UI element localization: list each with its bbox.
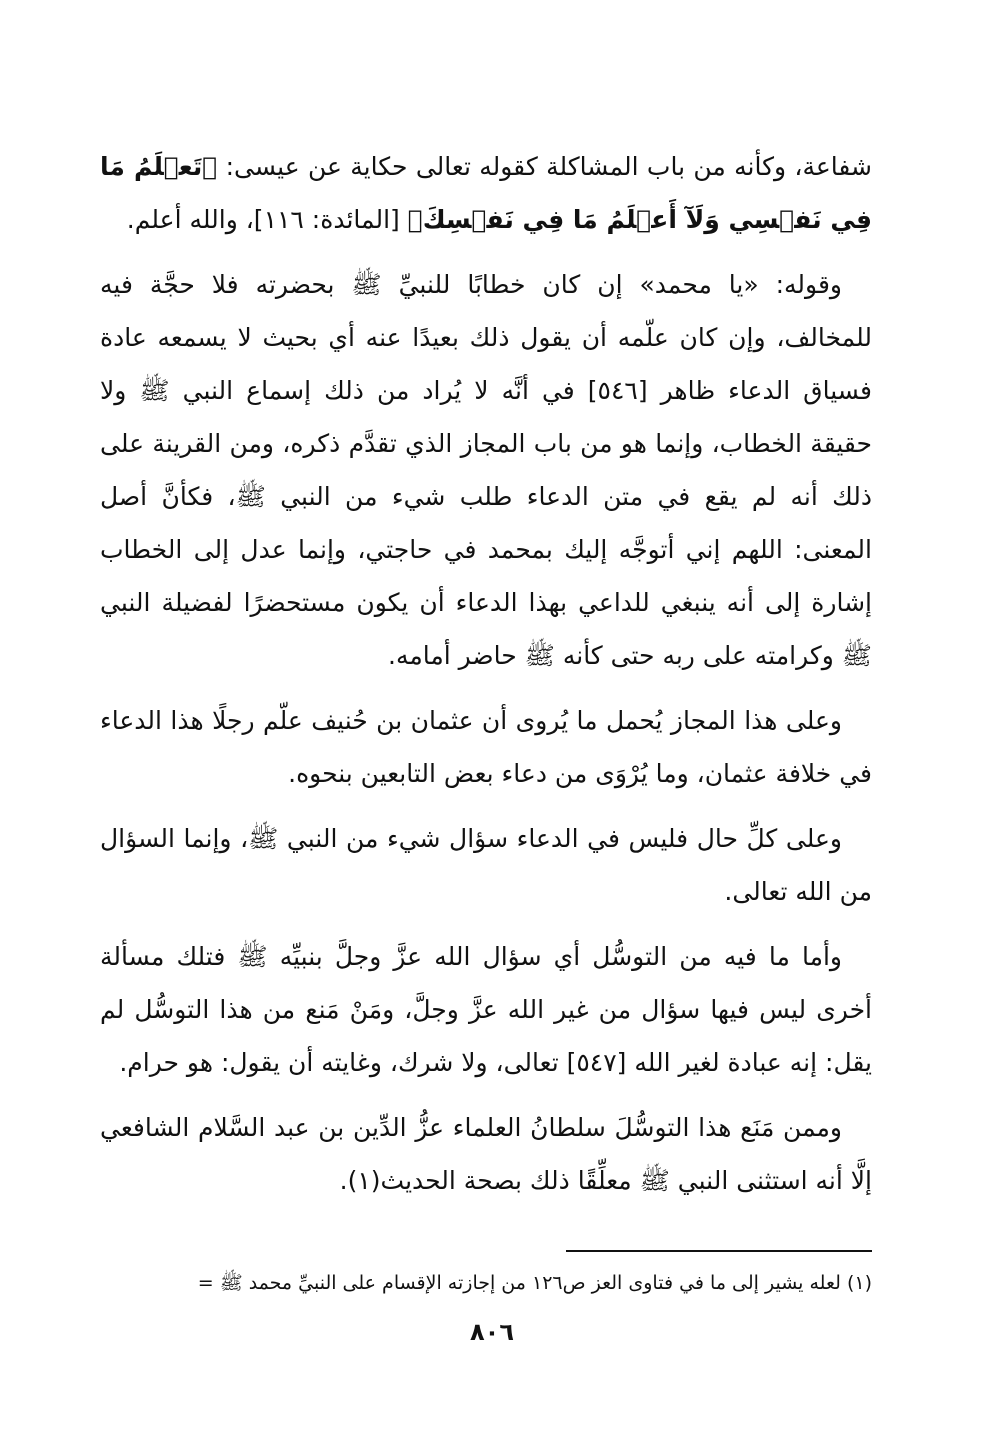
- paragraph-4: وعلى كلِّ حال فليس في الدعاء سؤال شيء من النبي ﷺ، وإنما السؤال من الله تعالى.: [100, 824, 872, 906]
- quran-verse: ﴿تَعۡلَمُ مَا فِي نَفۡسِي وَلَآ أَعۡلَمُ مَا فِي نَفۡسِكَ﴾: [100, 152, 872, 234]
- paragraph-2: وقوله: «يا محمد» إن كان خطابًا للنبيِّ ﷺ بحضرته فلا حجَّة فيه للمخالف، وإن كان علّمه أن يقول ذلك بعيدًا عنه أي بحيث لا يسمعه عادة فسياق الدعاء ظاهر [٥٤٦] في أنَّه لا يُراد من ذلك إسماع النبي ﷺ ولا حقيقة الخطاب، وإنما هو من باب المجاز الذي تقدَّم ذكره، ومن القرينة على ذلك أنه لم يقع في متن الدعاء طلب شيء من النبي ﷺ، فكأنَّ أصل المعنى: اللهم إني أتوجَّه إليك بمحمد في حاجتي، وإنما عدل إلى الخطاب إشارة إلى أنه ينبغي للداعي بهذا الدعاء أن يكون مستحضرًا لفضيلة النبي ﷺ وكرامته على ربه حتى كأنه ﷺ حاضر أمامه.: [100, 270, 872, 670]
- page-body: [100, 140, 872, 1219]
- paragraph-1-after: [المائدة: ١١٦]، والله أعلم.: [126, 205, 408, 234]
- paragraph-1-before: شفاعة، وكأنه من باب المشاكلة كقوله تعالى حكاية عن عيسى:: [217, 152, 872, 181]
- footnote: (١) لعله يشير إلى ما في فتاوى العز ص١٢٦ من إجازته الإقسام على النبيِّ محمد ﷺ =: [197, 1272, 872, 1294]
- paragraph-5: وأما ما فيه من التوسُّل أي سؤال الله عزَّ وجلَّ بنبيِّه ﷺ فتلك مسألة أخرى ليس فيها سؤال من غير الله عزَّ وجلَّ، ومَنْ مَنع من هذا التوسُّل لم يقل: إنه عبادة لغير الله [٥٤٧] تعالى، ولا شرك، وغايته أن يقول: هو حرام.: [100, 942, 872, 1077]
- paragraph-1: [100, 140, 872, 246]
- paragraph-6: وممن مَنَع هذا التوسُّلَ سلطانُ العلماء عزُّ الدِّين بن عبد السَّلام الشافعي إلَّا أنه استثنى النبي ﷺ معلِّقًا ذلك بصحة الحديث(١).: [100, 1113, 872, 1195]
- footnote-separator: [566, 1250, 872, 1252]
- page-number: ٨٠٦: [470, 1318, 514, 1346]
- paragraph-3: وعلى هذا المجاز يُحمل ما يُروى أن عثمان بن حُنيف علّم رجلًا هذا الدعاء في خلافة عثمان، وما يُرْوَى من دعاء بعض التابعين بنحوه.: [100, 706, 872, 788]
